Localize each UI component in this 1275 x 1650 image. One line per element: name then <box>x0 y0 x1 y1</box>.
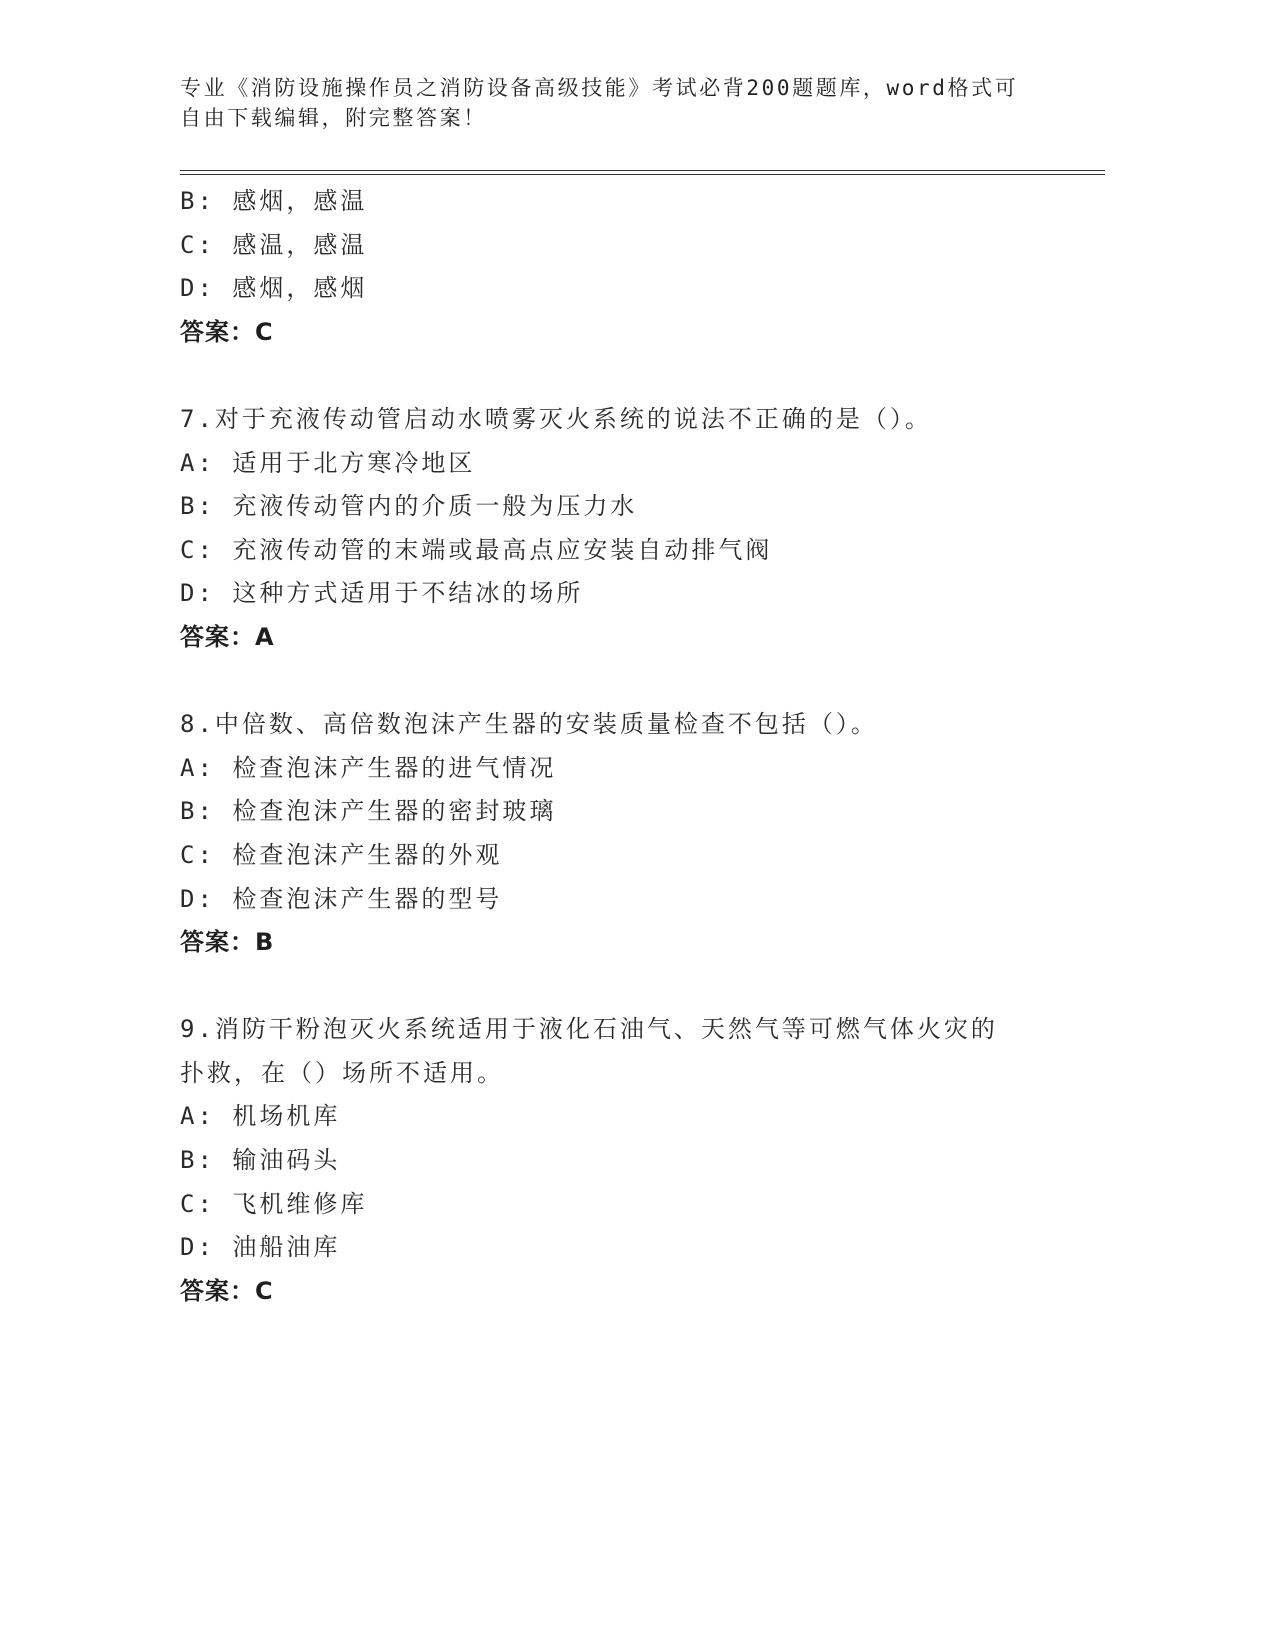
option-b: B: 感烟，感温 <box>180 187 368 215</box>
answer-line: 答案：A <box>180 622 275 651</box>
option-c: C: 飞机维修库 <box>180 1189 368 1218</box>
header-double-rule <box>180 170 1105 175</box>
option-a: A: 机场机库 <box>180 1102 341 1131</box>
question-block-8 <box>180 703 1100 965</box>
question-block-9 <box>180 1008 1100 1313</box>
option-a: A: 适用于北方寒冷地区 <box>180 448 476 477</box>
question-stem-continued: 扑救，在（）场所不适用。 <box>180 1058 504 1087</box>
option-a: A: 检查泡沫产生器的进气情况 <box>180 753 557 782</box>
answer-line: 答案：B <box>180 928 275 957</box>
page-header <box>180 73 1080 133</box>
header-line: 专业《消防设施操作员之消防设备高级技能》考试必背200题题库，word格式可 <box>180 76 1019 100</box>
answer-line: 答案：C <box>180 1276 274 1305</box>
question-block-previous <box>180 180 1100 354</box>
option-c: C: 检查泡沫产生器的外观 <box>180 840 503 869</box>
question-stem: 9.消防干粉泡灭火系统适用于液化石油气、天然气等可燃气体火灾的 <box>180 1015 998 1044</box>
option-d: D: 感烟，感烟 <box>180 274 368 303</box>
question-stem: 7.对于充液传动管启动水喷雾灭火系统的说法不正确的是（）。 <box>180 404 932 433</box>
option-b: B: 输油码头 <box>180 1146 341 1175</box>
option-d: D: 检查泡沫产生器的型号 <box>180 884 503 913</box>
answer-line: 答案：C <box>180 317 274 346</box>
question-stem: 8.中倍数、高倍数泡沫产生器的安装质量检查不包括（）。 <box>180 710 878 739</box>
option-c: C: 感温，感温 <box>180 230 368 259</box>
option-d: D: 油船油库 <box>180 1233 341 1262</box>
option-b: B: 检查泡沫产生器的密封玻璃 <box>180 797 557 826</box>
option-c: C: 充液传动管的末端或最高点应安装自动排气阀 <box>180 535 773 564</box>
header-line: 自由下载编辑，附完整答案！ <box>180 106 487 130</box>
document-body <box>180 180 1100 1357</box>
option-b: B: 充液传动管内的介质一般为压力水 <box>180 492 638 521</box>
option-d: D: 这种方式适用于不结冰的场所 <box>180 579 584 608</box>
question-block-7 <box>180 398 1100 660</box>
